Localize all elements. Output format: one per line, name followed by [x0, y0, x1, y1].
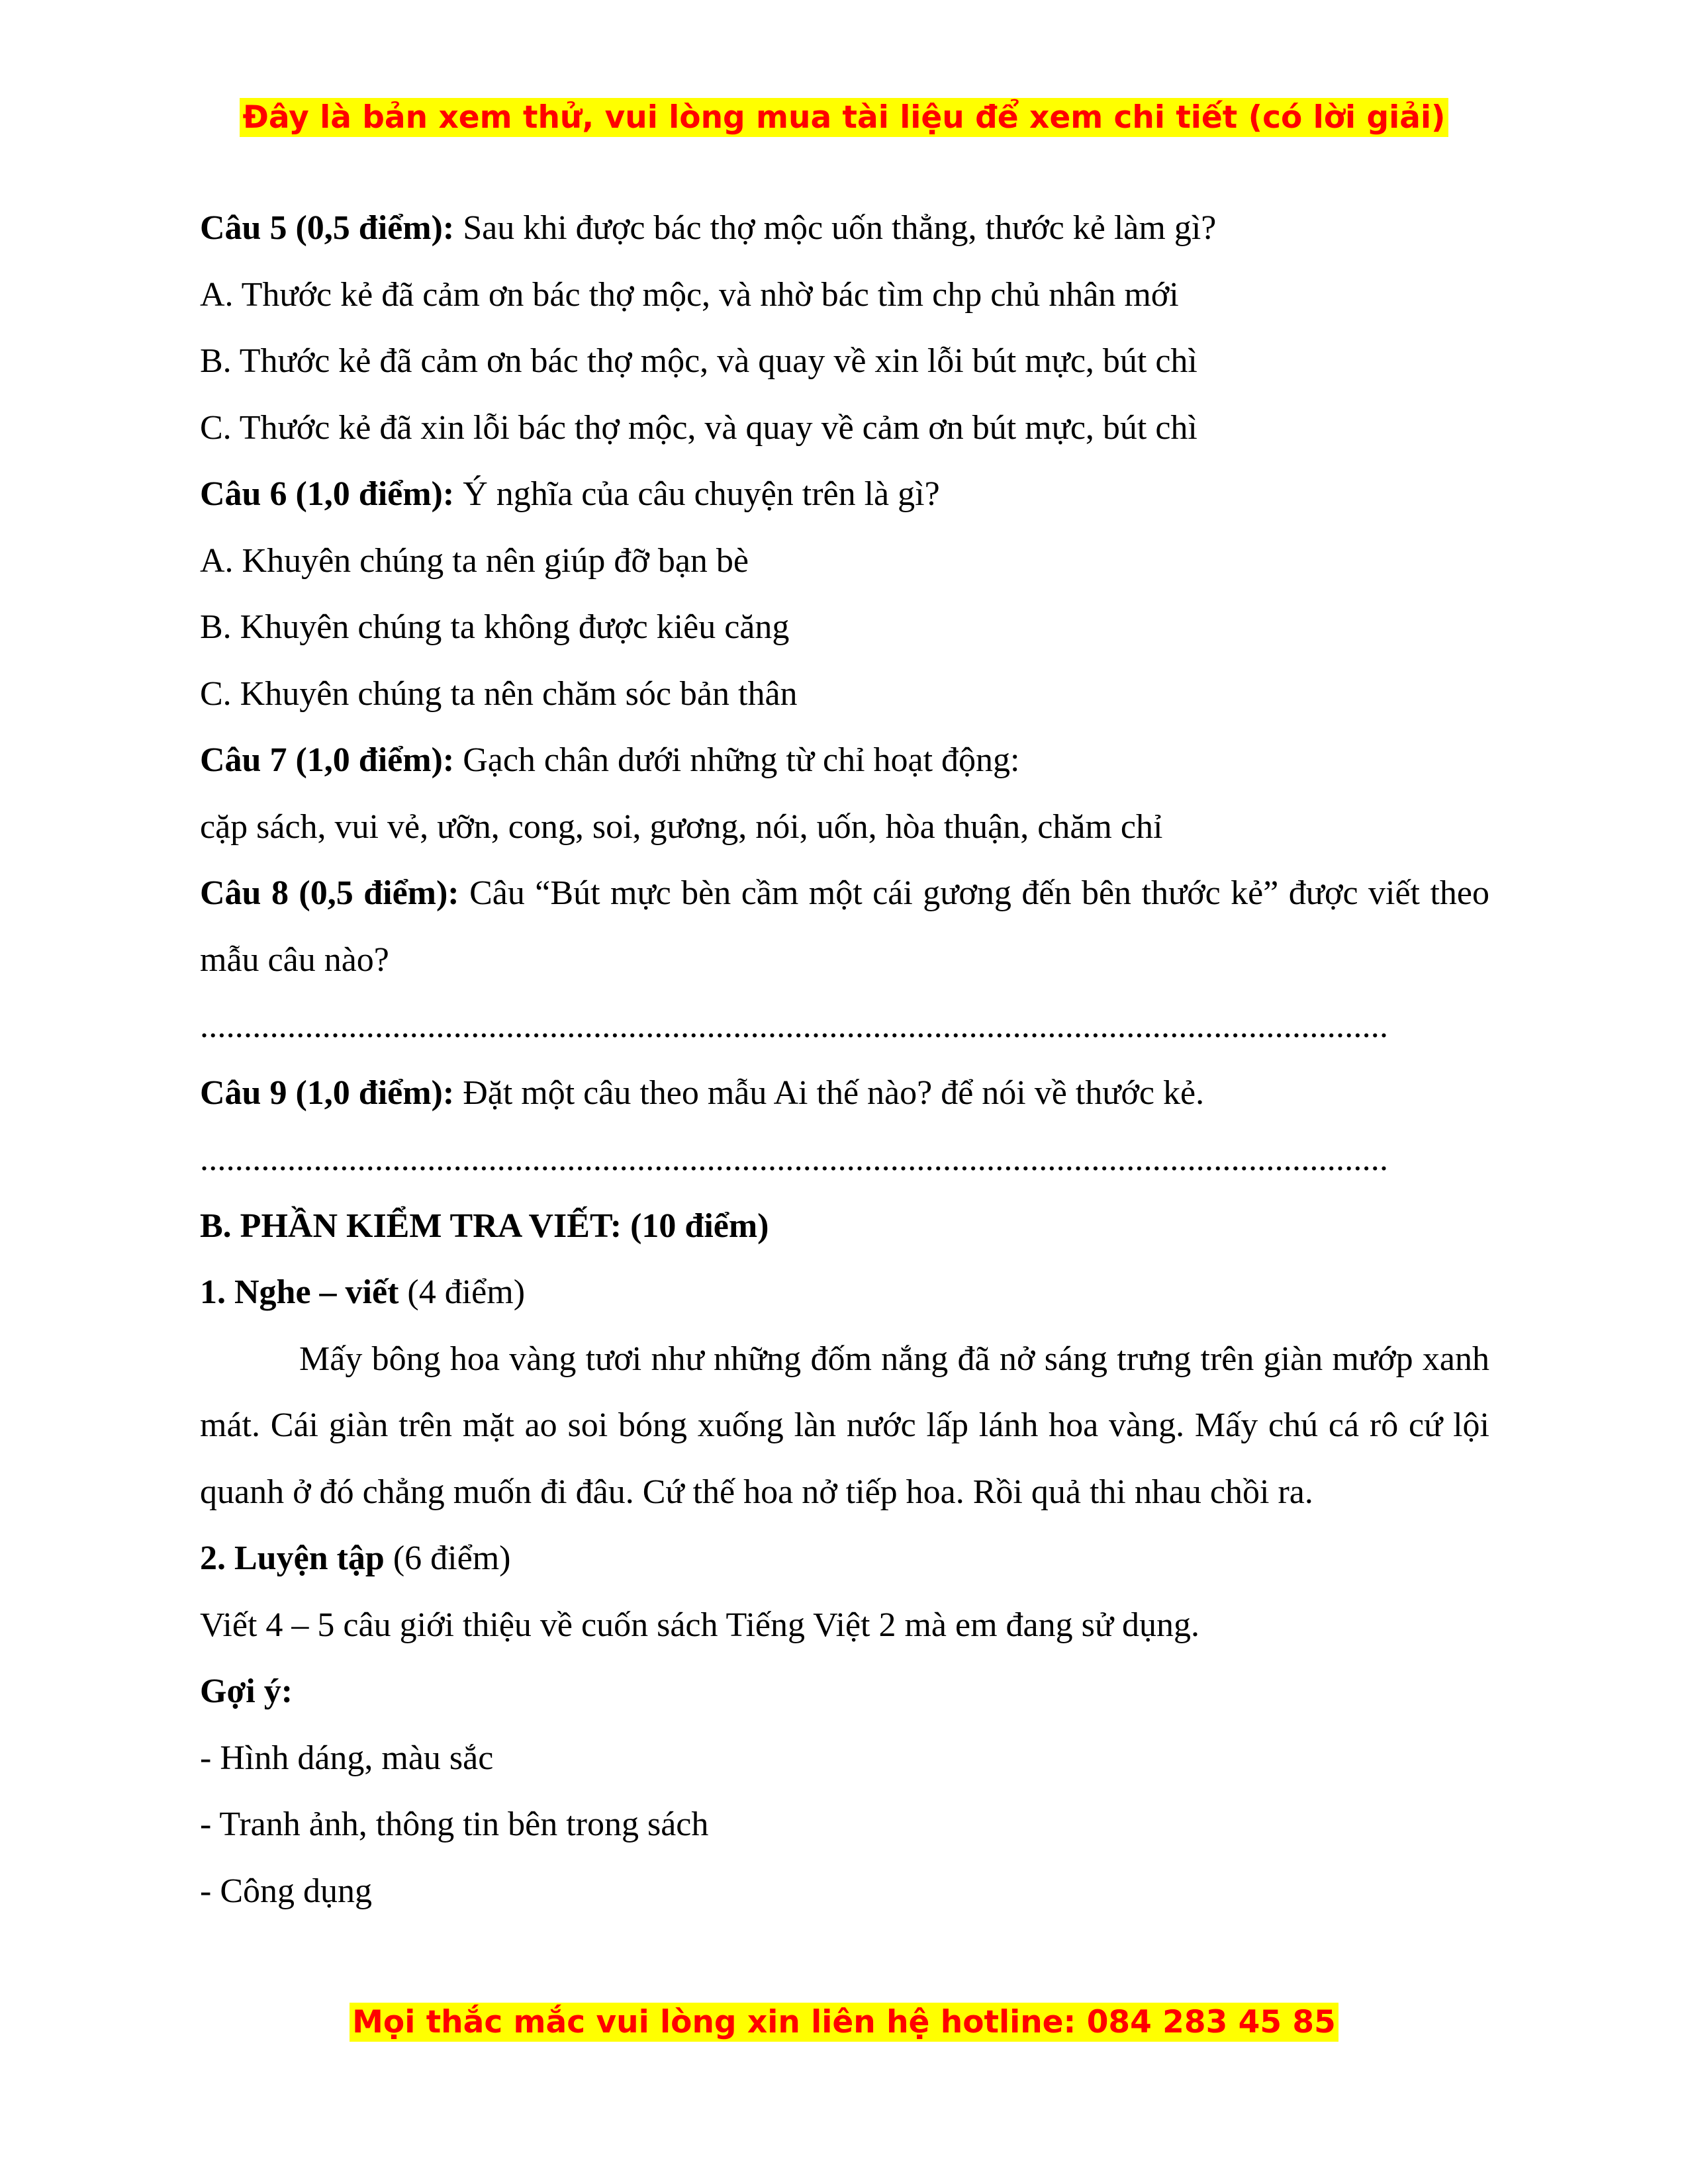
- dictation-passage: Mấy bông hoa vàng tươi như những đốm nắng đã nở sáng trưng trên giàn mướp xanh mát. Cái giàn trên mặt ao soi bóng xuống làn nước lấp lánh hoa vàng. Mấy chú cá rô cứ lội quanh ở đó chẳng muốn đi đâu. Cứ thế hoa nở tiếp hoa. Rồi quả thi nhau chồi ra.: [200, 1340, 1489, 1511]
- hotline-notice-banner: [0, 2001, 1688, 2044]
- part-2-label: 2. Luyện tập: [200, 1539, 385, 1577]
- question-5-option-c: C. Thước kẻ đã xin lỗi bác thợ mộc, và quay về cảm ơn bút mực, bút chì: [200, 408, 1197, 447]
- hint-item: - Tranh ảnh, thông tin bên trong sách: [200, 1805, 709, 1843]
- question-5-option-b: B. Thước kẻ đã cảm ơn bác thợ mộc, và quay về xin lỗi bút mực, bút chì: [200, 342, 1197, 380]
- question-5-label: Câu 5 (0,5 điểm):: [200, 209, 455, 247]
- question-9-answer-line: ........................................................................................................................................: [200, 1140, 1389, 1178]
- part-2-task: Viết 4 – 5 câu giới thiệu về cuốn sách Tiếng Việt 2 mà em đang sử dụng.: [200, 1606, 1200, 1644]
- preview-notice-banner: [0, 97, 1688, 139]
- question-7: [200, 727, 1489, 794]
- hint-label: Gợi ý:: [200, 1672, 293, 1710]
- part-1-label: 1. Nghe – viết: [200, 1273, 399, 1311]
- question-7-text: Gạch chân dưới những từ chỉ hoạt động:: [454, 741, 1020, 779]
- section-b-title: B. PHẦN KIỂM TRA VIẾT: (10 điểm): [200, 1206, 769, 1245]
- question-8-text: Câu “Bút mực bèn cầm một cái gương đến bên thước kẻ” được viết theo mẫu câu nào?: [200, 874, 1490, 979]
- question-5: [200, 195, 1489, 262]
- question-9-label: Câu 9 (1,0 điểm):: [200, 1073, 455, 1112]
- question-6-text: Ý nghĩa của câu chuyện trên là gì?: [454, 475, 940, 513]
- question-9-text: Đặt một câu theo mẫu Ai thế nào? để nói về thước kẻ.: [454, 1073, 1205, 1112]
- hint-item: - Công dụng: [200, 1872, 372, 1910]
- question-6-option-a: A. Khuyên chúng ta nên giúp đỡ bạn bè: [200, 541, 749, 580]
- preview-notice-text: Đây là bản xem thử, vui lòng mua tài liệu để xem chi tiết (có lời giải): [240, 98, 1448, 137]
- part-1-heading: [200, 1259, 1489, 1326]
- question-8-answer-line: ........................................................................................................................................: [200, 1007, 1389, 1045]
- question-8-label: Câu 8 (0,5 điểm):: [200, 874, 459, 912]
- question-6-label: Câu 6 (1,0 điểm):: [200, 475, 455, 513]
- question-7-label: Câu 7 (1,0 điểm):: [200, 741, 455, 779]
- question-9: [200, 1060, 1489, 1127]
- question-5-text: Sau khi được bác thợ mộc uốn thẳng, thước kẻ làm gì?: [454, 209, 1217, 247]
- question-5-option-a: A. Thước kẻ đã cảm ơn bác thợ mộc, và nhờ bác tìm chp chủ nhân mới: [200, 275, 1179, 314]
- question-8: [200, 860, 1489, 993]
- document-body: [200, 195, 1489, 1925]
- hint-item: - Hình dáng, màu sắc: [200, 1739, 494, 1777]
- question-6: [200, 461, 1489, 528]
- question-6-option-c: C. Khuyên chúng ta nên chăm sóc bản thân: [200, 674, 798, 713]
- hotline-notice-text: Mọi thắc mắc vui lòng xin liên hệ hotline: 084 283 45 85: [350, 2003, 1338, 2042]
- part-2-points: (6 điểm): [384, 1539, 511, 1577]
- question-7-word-list: cặp sách, vui vẻ, ưỡn, cong, soi, gương, nói, uốn, hòa thuận, chăm chỉ: [200, 807, 1163, 846]
- question-6-option-b: B. Khuyên chúng ta không được kiêu căng: [200, 608, 790, 646]
- part-2-heading: [200, 1525, 1489, 1592]
- part-1-points: (4 điểm): [399, 1273, 526, 1311]
